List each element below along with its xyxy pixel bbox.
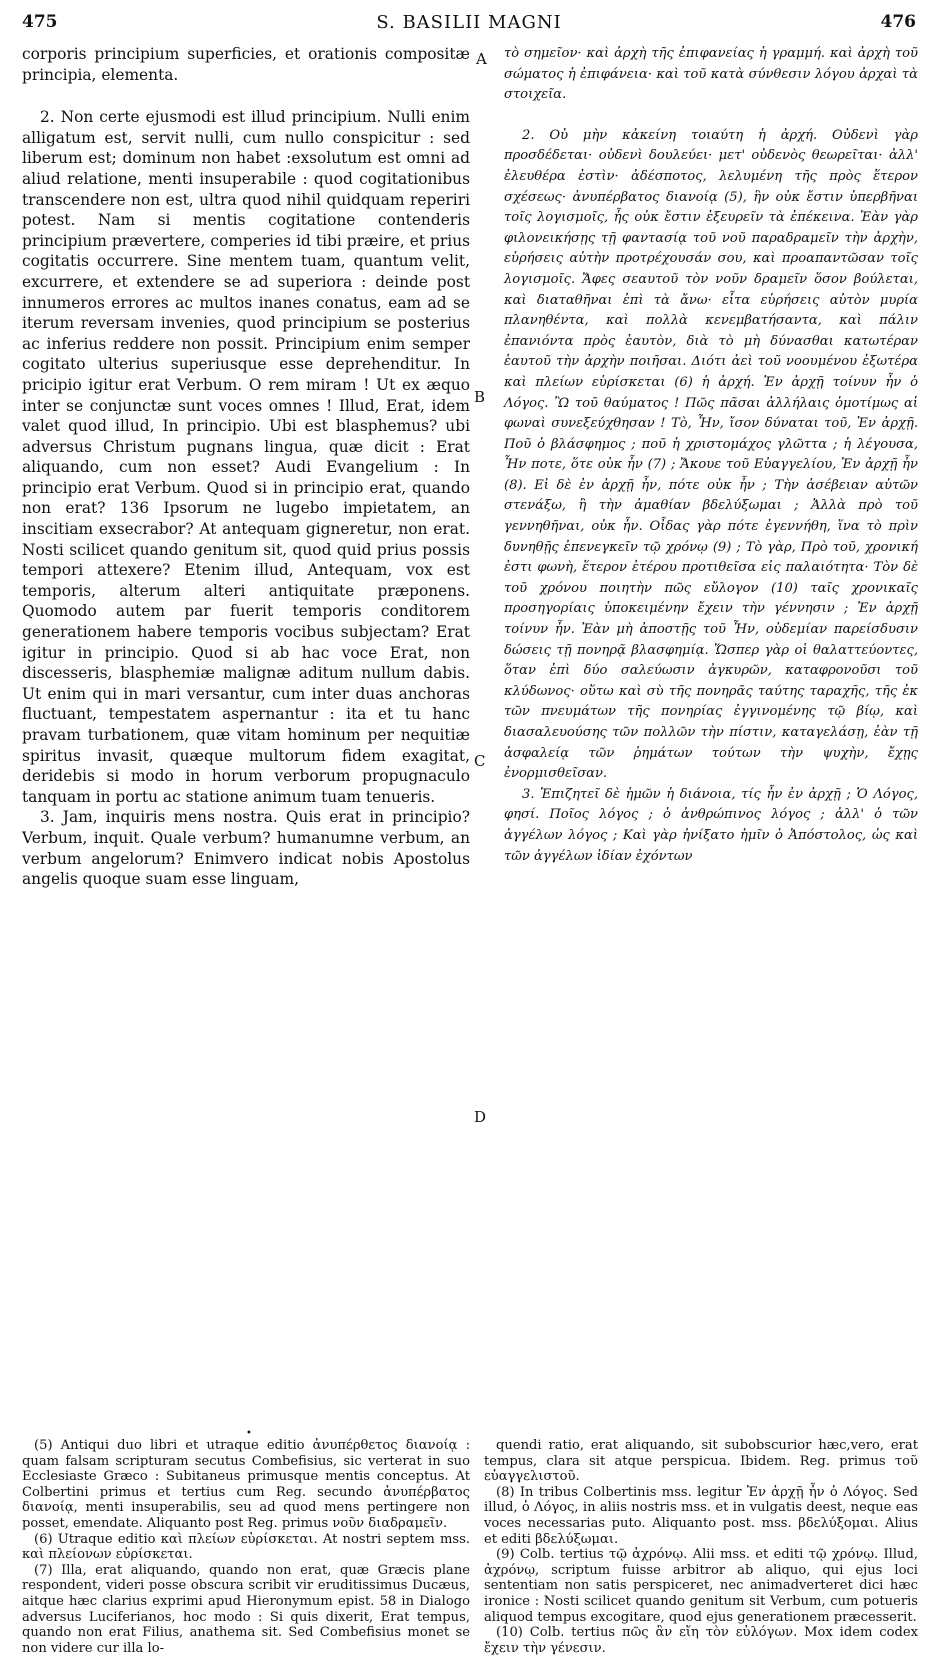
margin-letter-a: A bbox=[476, 50, 487, 68]
greek-paragraph-1: τὸ σημεῖον· καὶ ἀρχὴ τῆς ἐπιφανείας ἡ γραμμή. καὶ ἀρχὴ τοῦ σώματος ἡ ἐπιφάνεια· καὶ τοῦ κατὰ σύνθεσιν λόγου ἀρχαὶ τὰ στοιχεῖα. bbox=[504, 46, 918, 103]
latin-paragraph-2: 2. Non certe ejusmodi est illud principium. Nulli enim alligatum est, servit nulli, cum nullo conspicitur : sed liberum est; dominum non habet :exsolutum est omni ad aliud relatione, menti insuperabile : quod cogitationibus transcendere non est, ultra quod nihil quidquam reperiri potest. Nam si mentis cogitatione contenderis principium prævertere, comperies id tibi præire, et prius cogitatis occurrere. Sine mentem tuam, quantum velit, excurrere, et extendere se ad superiora : deinde post innumeros errores ac multos inanes conatus, eam ad se iterum reversam invenies, quod principium se posterius ac inferius reddere non possit. Principium enim semper cogitato ulterius superiusque esse deprehenditur. In pricipio igitur erat Verbum. O rem miram ! Ut ex æquo inter se conjunctæ sunt voces omnes ! Illud, Erat, idem valet quod illud, In principio. Ubi est blasphemus? ubi adversus Christum pugnans lingua, quæ dicit : Erat aliquando, cum non esset? Audi Evangelium : In principio erat Verbum. Quod si in principio erat, quando non erat? 136 Ipsorum ne lugebo impietatem, an inscitiam exsecrabor? At antequam gigneretur, non erat. Nosti scilicet quando genitum sit, quod quid prius possis tempori attexere? Etenim illud, Antequam, vox est temporis, alterum alteri antiquitate præponens. Quomodo autem par fuerit temporis conditorem generationem habere temporis vocibus subjectam? Erat igitur in principio. Quod si ab hac voce Erat, non discesseris, blasphemiæ malignæ aditum nullum dabis. Ut enim qui in mari versantur, cum inter duas anchoras fluctuant, tempestatem aspernantur : ita et tu hanc pravam turbationem, quæ vitam hominum per nequitiæ spiritus invasit, quæque multorum fidem exagitat, deridebis si modo in horum verborum propugnaculo tanquam in portu ac statione animum tuam tenueris. bbox=[22, 108, 470, 806]
running-title: S. BASILII MAGNI bbox=[376, 12, 562, 33]
margin-letter-c: C bbox=[474, 752, 486, 770]
margin-letter-d: D bbox=[474, 1108, 487, 1126]
page-number-left: 475 bbox=[22, 12, 58, 32]
footnote-9: (9) Colb. tertius τῷ ἀχρόνῳ. Alii mss. et editi τῷ χρόνῳ. Illud, ἀχρόνῳ, scriptum fuisse arbitror ab aliquo, qui ejus loci sententiam non satis perspiceret, nec animadverteret dici hæc ironice : Nosti scilicet quando genitum sit Verbum, cum potueris aliquod tempus excogitare, quod ejus generationem præcesserit. bbox=[484, 1547, 918, 1625]
page-header bbox=[22, 12, 916, 38]
footnote-7-continued: quendi ratio, erat aliquando, sit subobscurior hæc,vero, erat tempus, clara sit atque perspicua. Ibidem. Reg. primus τοῦ εὐαγγελιστοῦ. bbox=[484, 1438, 918, 1485]
footnote-8: (8) In tribus Colbertinis mss. legitur Ἐν ἀρχῇ ἦν ὁ Λόγος. Sed illud, ὁ Λόγος, in aliis nostris mss. et in vulgatis deest, neque eas voces necessarias puto. Aliquanto post. mss. βδελύξομαι. Alius et editi βδελύξωμαι. bbox=[484, 1484, 918, 1547]
footnote-10: (10) Colb. tertius πῶς ἂν εἴη τὸν εὐλόγων. Mox idem codex ἔχειν τὴν γένεσιν. bbox=[484, 1625, 918, 1656]
margin-letter-b: B bbox=[474, 388, 486, 406]
footnote-7: (7) Illa, erat aliquando, quando non erat, quæ Græcis plane respondent, videri posse obscura scribit vir eruditissimus Ducæus, aitque hæc clarius exprimi apud Hieronymum epist. 58 in Dialogo adversus Luciferianos, hoc modo : Si quis dixerit, Erat tempus, quando non erat Filius, anathema sit. Sed Combefisius monet se non videre cur illa lo- bbox=[22, 1562, 470, 1656]
footnote-separator-dot: • bbox=[246, 1428, 252, 1439]
greek-paragraph-3: 3. Ἐπιζητεῖ δὲ ἡμῶν ἡ διάνοια, τίς ἦν ἐν ἀρχῇ ; Ὁ Λόγος, φησί. Ποῖος λόγος ; ὁ ἀνθρώπινος λόγος ; ἀλλ' ὁ τῶν ἀγγέλων λόγος ; Καὶ γὰρ ἠνίξατο ἡμῖν ὁ Ἀπόστολος, ὡς καὶ τῶν ἀγγέλων ἰδίαν ἐχόντων bbox=[504, 786, 918, 864]
footnote-5: (5) Antiqui duo libri et utraque editio ἀνυπέρθετος διανοίᾳ : quam falsam scripturam secutus Combefisius, sic verterat in suo Ecclesiaste Græco : Subitaneus primusque mentis conceptus. At Colbertini primus et tertius cum Reg. secundo ἀνυπέρβατος διανοίᾳ, menti insuperabilis, seu ad quod mens pertingere non posset, emendate. Aliquanto post Reg. primus νοῦν διαδραμεῖν. bbox=[22, 1438, 470, 1531]
greek-column bbox=[504, 44, 918, 1344]
latin-column bbox=[22, 44, 470, 1344]
latin-paragraph-3: 3. Jam, inquiris mens nostra. Quis erat in principio? Verbum, inquit. Quale verbum? humanumne verbum, an verbum angelorum? Enimvero indicat nobis Apostolus angelis quoque suam esse linguam, bbox=[22, 808, 470, 889]
latin-paragraph-1: corporis principium superficies, et orationis compositæ principia, elementa. bbox=[22, 45, 470, 84]
footnotes-right bbox=[484, 1438, 918, 1656]
page-number-right: 476 bbox=[880, 12, 916, 32]
footnote-6: (6) Utraque editio καὶ πλείων εὑρίσκεται. At nostri septem mss. καὶ πλείονων εὑρίσκεται. bbox=[22, 1531, 470, 1563]
greek-paragraph-2: 2. Οὐ μὴν κἀκείνη τοιαύτη ἡ ἀρχή. Οὐδενὶ γὰρ προσδέδεται· οὐδενὶ δουλεύει· μετ' οὐδενὸς θεωρεῖται· ἀλλ' ἐλευθέρα ἐστὶν· ἀδέσποτος, λελυμένη τῆς πρὸς ἕτερον σχέσεως· ἀνυπέρβατος διανοίᾳ (5), ἣν οὐκ ἔστιν ὑπερβῆναι τοῖς λογισμοῖς, ἧς οὐκ ἔστιν ἐξευρεῖν τὰ ἐπέκεινα. Ἐὰν γὰρ φιλονεικήσῃς τῇ φαντασίᾳ τοῦ νοῦ παραδραμεῖν τὴν ἀρχὴν, εὑρήσεις αὐτὴν προτρέχουσάν σου, καὶ προαπαντῶσαν τοῖς λογισμοῖς. Ἄφες σεαυτοῦ τὸν νοῦν δραμεῖν ὅσον βούλεται, καὶ διαταθῆναι ἐπὶ τὰ ἄνω· εἶτα εὑρήσεις αὐτὸν μυρία πλανηθέντα, καὶ πολλὰ κενεμβατήσαντα, καὶ πάλιν ἐπανιόντα πρὸς ἑαυτὸν, διὰ τὸ μὴ δύνασθαι κατωτέραν ἑαυτοῦ τὴν ἀρχὴν ποιῆσαι. Διότι ἀεὶ τοῦ νοουμένου ἐξωτέρα καὶ πλείων εὑρίσκεται (6) ἡ ἀρχή. Ἐν ἀρχῇ τοίνυν ἦν ὁ Λόγος. Ὢ τοῦ θαύματος ! Πῶς πᾶσαι ἀλλήλαις ὁμοτίμως αἱ φωναὶ συνεξεύχθησαν ! Τὸ, Ἦν, ἴσον δύναται τοῦ, Ἐν ἀρχῇ. Ποῦ ὁ βλάσφημος ; ποῦ ἡ χριστομάχος γλῶττα ; ἡ λέγουσα, Ἦν ποτε, ὅτε οὐκ ἦν (7) ; Ἄκουε τοῦ Εὐαγγελίου, Ἐν ἀρχῇ ἦν (8). Εἰ δὲ ἐν ἀρχῇ ἦν, πότε οὐκ ἦν ; Τὴν ἀσέβειαν αὐτῶν στενάξω, ἢ τὴν ἀμαθίαν βδελύξωμαι ; Ἀλλὰ πρὸ τοῦ γεννηθῆναι, οὐκ ἦν. Οἶδας γὰρ πότε ἐγεννήθη, ἵνα τὸ πρὶν δυνηθῇς ἐπενεγκεῖν τῷ χρόνῳ (9) ; Τὸ γὰρ, Πρὸ τοῦ, χρονική ἐστι φωνὴ, ἕτερον ἑτέρου προτιθεῖσα εἰς παλαιότητα· Τὸν δὲ τοῦ χρόνου ποιητὴν πῶς εὔλογον (10) ταῖς χρονικαῖς προσηγορίαις ὑποκειμένην ἔχειν τὴν γέννησιν ; Ἐν ἀρχῇ τοίνυν ἦν. Ἐὰν μὴ ἀποστῇς τοῦ Ἦν, οὐδεμίαν παρείσδυσιν δώσεις τῇ πονηρᾷ βλασφημίᾳ. Ὥσπερ γὰρ οἱ θαλαττεύοντες, ὅταν ἐπὶ δύο σαλεύωσιν ἀγκυρῶν, καταφρονοῦσι τοῦ κλύδωνος· οὕτω καὶ σὺ τῆς πονηρᾶς ταύτης ταραχῆς, τῆς ἐκ τῶν πνευμάτων τῆς πονηρίας ἐγγινομένης τῷ βίῳ, καὶ διασαλευούσης τῶν πολλῶν τὴν πίστιν, καταγελάσῃ, ἐὰν τῇ ἀσφαλείᾳ τῶν ῥημάτων τούτων τὴν ψυχὴν, ἔχῃς ἐνορμισθεῖσαν. bbox=[504, 127, 918, 782]
footnotes-left bbox=[22, 1438, 470, 1656]
